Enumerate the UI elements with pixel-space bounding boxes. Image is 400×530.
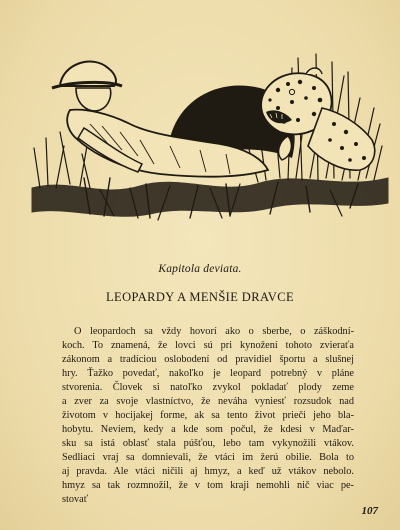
- body-line: hobytu. Neviem, kedy a kde som počul, že kdesi v Maďar-: [62, 424, 354, 435]
- body-line: hry. Ťažko povedať, nakoľko je leopard potrebný v pláne: [62, 368, 354, 379]
- chapter-number: Kapitola deviata.: [158, 263, 242, 275]
- body-line: životom v hocijakej forme, ak sa tento život prieči jeho bla-: [62, 410, 354, 421]
- body-line: O leopardoch sa vždy hovorí ako o sberbe, o záškodní-: [74, 326, 354, 337]
- body-line: stvorenia. Človek si natoľko zvykol pokladať plody zeme: [62, 382, 354, 393]
- body-line: a zver za svoje vlastníctvo, že neváha vyniesť rozsudok nad: [62, 396, 354, 407]
- page-number: 107: [361, 505, 378, 517]
- body-line: stovať: [62, 494, 89, 505]
- body-paragraph: [62, 325, 354, 507]
- hunter-and-leopard-illustration: [30, 28, 390, 223]
- body-line: hmyz sa tak rozmnožil, že v tom kraji nemohli nič viac pe-: [62, 480, 354, 491]
- body-line: sku sa istá oblasť stala púšťou, lebo tam vykynožili vtákov.: [62, 438, 354, 449]
- chapter-title: LEOPARDY A MENŠIE DRAVCE: [106, 290, 294, 304]
- body-line: zákonom a tradíciou oslobodení od pravidiel športu a slušnej: [62, 354, 354, 365]
- body-line: koch. To znamená, že lovci sú pri kynožení tohoto zvieraťa: [62, 340, 354, 351]
- body-line: Sedliaci vraj sa domnievali, že vtáci im žerú obilie. Bola to: [62, 452, 354, 463]
- body-line: aj pravda. Ale vtáci ničili aj hmyz, a keď už vtákov nebolo.: [62, 466, 354, 477]
